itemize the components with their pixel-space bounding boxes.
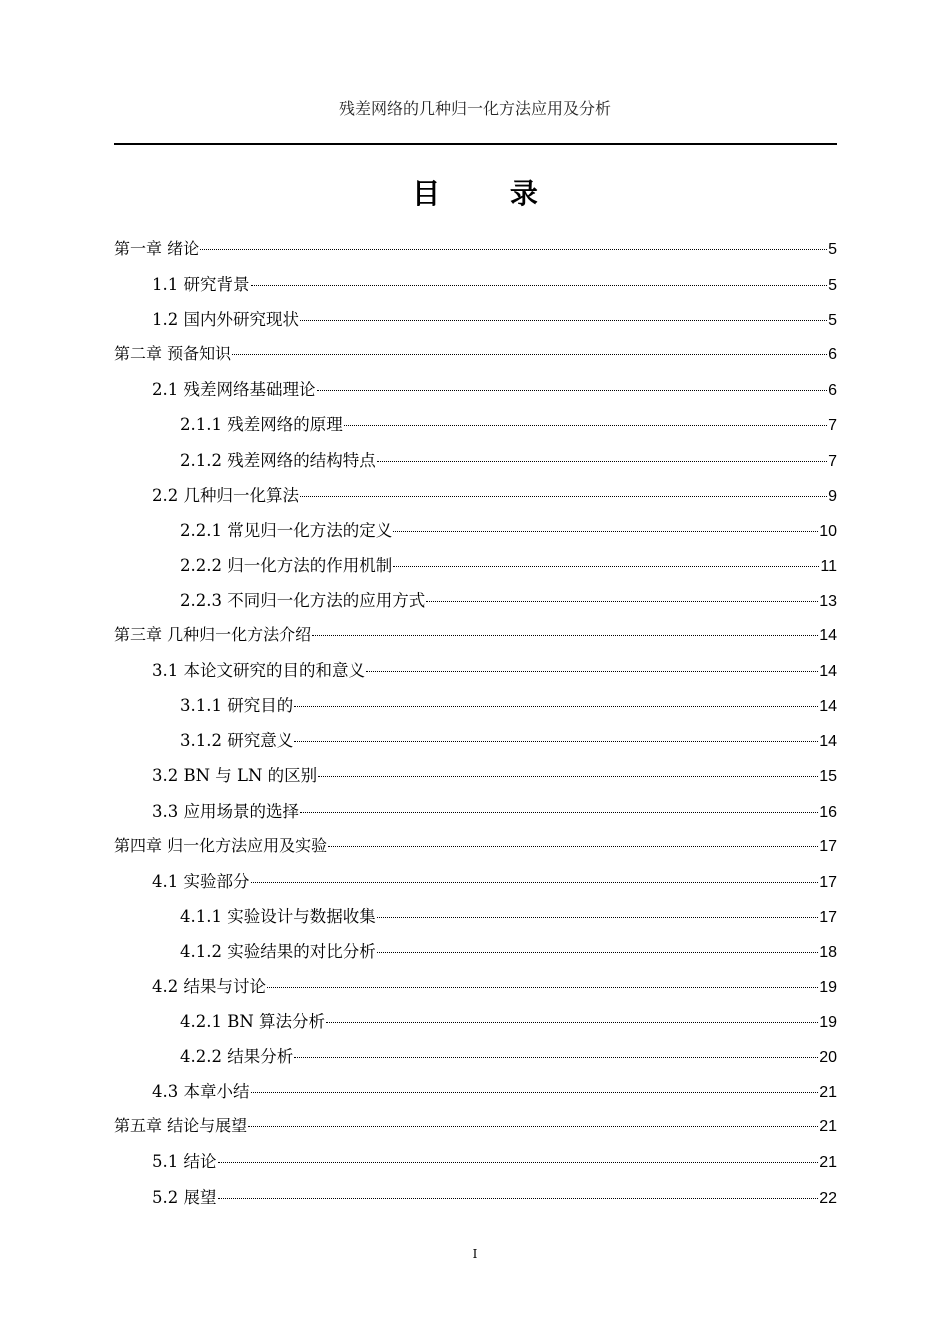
toc-entry-chapter-3[interactable]: 第三章 几种归一化方法介绍 14 — [114, 625, 837, 645]
dot-leader — [251, 882, 819, 883]
dot-leader — [294, 706, 818, 707]
dot-leader — [232, 354, 827, 355]
dot-leader — [300, 496, 827, 497]
toc-title: 目 录 — [412, 177, 568, 210]
running-header-title: 残差网络的几种归一化方法应用及分析 — [338, 99, 611, 118]
dot-leader — [393, 531, 818, 532]
dot-leader — [300, 812, 818, 813]
toc-entry-chapter-2[interactable]: 第二章 预备知识 6 — [114, 344, 837, 364]
dot-leader — [251, 1092, 819, 1093]
toc-entry-2-1-2[interactable]: 2.1.2 残差网络的结构特点 7 — [180, 450, 837, 470]
toc-entry-3-2[interactable]: 3.2 BN 与 LN 的区别 15 — [152, 766, 837, 786]
dot-leader — [377, 461, 827, 462]
dot-leader — [318, 776, 818, 777]
toc-entry-1-1[interactable]: 1.1 研究背景 5 — [152, 275, 837, 295]
toc-entry-1-2[interactable]: 1.2 国内外研究现状 5 — [152, 310, 837, 330]
dot-leader — [312, 635, 818, 636]
dot-leader — [200, 249, 827, 250]
toc-entry-chapter-4[interactable]: 第四章 归一化方法应用及实验 17 — [114, 835, 837, 855]
dot-leader — [294, 741, 818, 742]
dot-leader — [328, 846, 818, 847]
toc-entry-2-2-2[interactable]: 2.2.2 归一化方法的作用机制 11 — [180, 555, 837, 575]
toc-entry-4-1-1[interactable]: 4.1.1 实验设计与数据收集 17 — [180, 906, 837, 926]
dot-leader — [267, 987, 818, 988]
toc-entry-5-1[interactable]: 5.1 结论 21 — [152, 1152, 837, 1172]
page-number: I — [472, 1247, 478, 1261]
dot-leader — [218, 1162, 819, 1163]
dot-leader — [426, 601, 818, 602]
dot-leader — [317, 390, 828, 391]
toc-entry-3-1-2[interactable]: 3.1.2 研究意义 14 — [180, 731, 837, 751]
toc-entry-chapter-5[interactable]: 第五章 结论与展望 21 — [114, 1116, 837, 1136]
toc-entry-2-1-1[interactable]: 2.1.1 残差网络的原理 7 — [180, 415, 837, 435]
dot-leader — [248, 1126, 818, 1127]
toc-entry-2-2-1[interactable]: 2.2.1 常见归一化方法的定义 10 — [180, 520, 837, 540]
toc-entry-3-1[interactable]: 3.1 本论文研究的目的和意义 14 — [152, 661, 837, 681]
toc-entry-3-1-1[interactable]: 3.1.1 研究目的 14 — [180, 696, 837, 716]
toc-entry-4-1-2[interactable]: 4.1.2 实验结果的对比分析 18 — [180, 941, 837, 961]
dot-leader — [393, 566, 819, 567]
toc-entry-4-2-1[interactable]: 4.2.1 BN 算法分析 19 — [180, 1012, 837, 1032]
dot-leader — [218, 1198, 819, 1199]
dot-leader — [344, 425, 827, 426]
toc-entry-4-2[interactable]: 4.2 结果与讨论 19 — [152, 976, 837, 996]
dot-leader — [300, 320, 827, 321]
toc-entry-5-2[interactable]: 5.2 展望 22 — [152, 1187, 837, 1207]
toc-entry-3-3[interactable]: 3.3 应用场景的选择 16 — [152, 801, 837, 821]
table-of-contents — [114, 236, 837, 1219]
toc-entry-2-2-3[interactable]: 2.2.3 不同归一化方法的应用方式 13 — [180, 590, 837, 610]
toc-entry-4-1[interactable]: 4.1 实验部分 17 — [152, 871, 837, 891]
toc-entry-4-2-2[interactable]: 4.2.2 结果分析 20 — [180, 1047, 837, 1067]
toc-entry-2-2[interactable]: 2.2 几种归一化算法 9 — [152, 485, 837, 505]
header-divider — [114, 143, 837, 145]
dot-leader — [377, 917, 818, 918]
dot-leader — [326, 1022, 818, 1023]
dot-leader — [251, 285, 828, 286]
dot-leader — [366, 671, 818, 672]
dot-leader — [377, 952, 818, 953]
toc-entry-chapter-1[interactable]: 第一章 绪论 5 — [114, 239, 837, 258]
toc-entry-2-1[interactable]: 2.1 残差网络基础理论 6 — [152, 380, 837, 400]
dot-leader — [294, 1057, 818, 1058]
toc-entry-4-3[interactable]: 4.3 本章小结 21 — [152, 1082, 837, 1102]
